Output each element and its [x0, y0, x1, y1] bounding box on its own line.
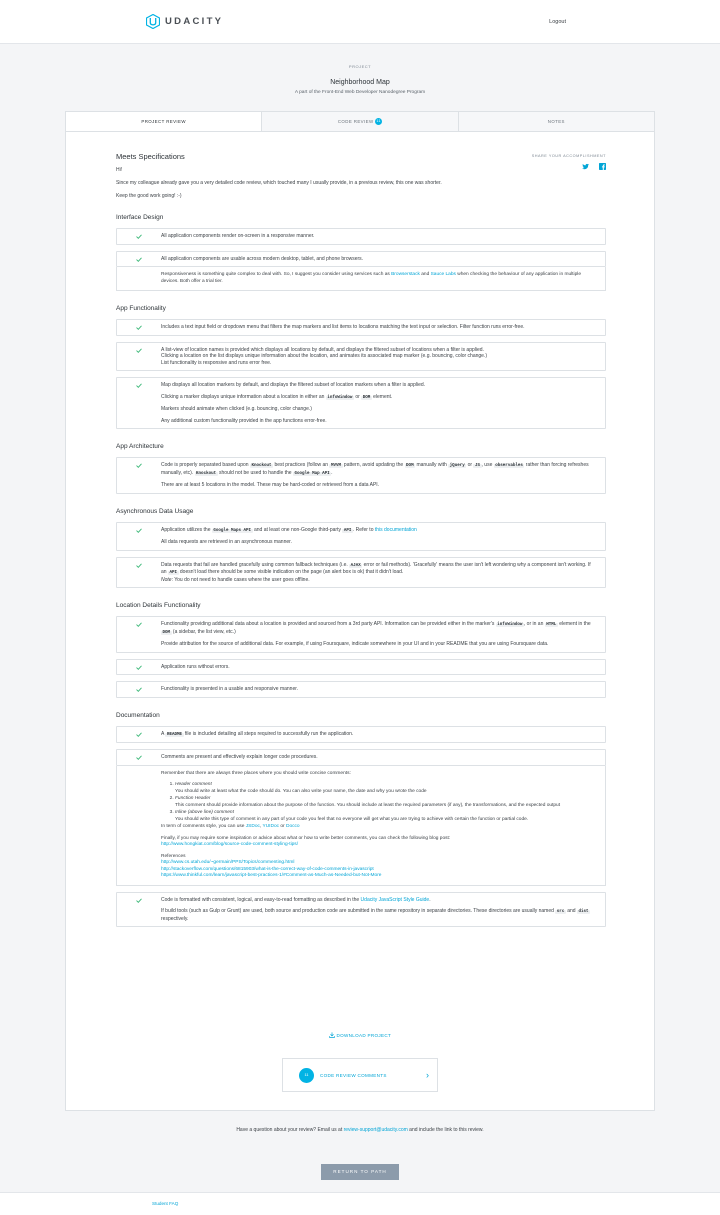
- code-snippet: Google Map API: [294, 471, 330, 476]
- rubric-item: [116, 659, 606, 676]
- udacity-logo[interactable]: [146, 14, 223, 29]
- rubric-text: All data requests are retrieved in an asynchronous manner.: [161, 539, 292, 545]
- list-item-title: Function Header: [175, 796, 211, 801]
- tab-label: NOTES: [547, 119, 565, 124]
- rubric-text: Data requests that fail are handled gracefully using common fallback techniques (i.e.: [161, 561, 350, 568]
- code-snippet: src: [556, 910, 565, 914]
- logout-link[interactable]: Logout: [549, 19, 566, 25]
- project-hero: [0, 64, 720, 95]
- section-location-details: [116, 602, 606, 698]
- list-item: [175, 810, 597, 823]
- code-snippet: jQuery: [449, 464, 465, 468]
- rubric-text: All application components are usable across modern desktop, tablet, and phone browsers.: [161, 255, 364, 262]
- download-icon: [329, 1032, 335, 1038]
- intro-body: Since my colleague already gave you a very detailed code review, which touched many I usually provide, in a previous review, this one was shorter.: [116, 180, 442, 186]
- note-text: ,: [259, 824, 263, 829]
- udacity-logo-icon: [146, 14, 160, 29]
- sauce-labs-link[interactable]: Sauce Labs: [430, 272, 456, 277]
- rubric-text: Functionality providing additional data about a location is provided and sourced from a 3rd party API. Information can be provided either in the marker's: [161, 621, 496, 627]
- check-icon: [136, 383, 142, 388]
- footer: [0, 1192, 720, 1215]
- rubric-text: Provide attribution for the source of additional data. For example, if using Foursquare, indicate somewhere in your UI and in your README that you are using Foursquare data.: [161, 641, 549, 647]
- intro-closing: Keep the good work going! :-): [116, 193, 182, 199]
- share-block: [532, 154, 606, 170]
- code-snippet: API: [169, 571, 177, 575]
- section-title: Documentation: [116, 711, 160, 719]
- code-snippet: README: [166, 732, 183, 737]
- rubric-text: Includes a text input field or dropdown menu that filters the map markers and list items to locations matching the text input or selection. Filter function runs error-free.: [161, 324, 525, 330]
- code-snippet: infoWindow: [327, 395, 353, 400]
- yuidoc-link[interactable]: YUIDoc: [262, 824, 280, 829]
- rubric-text: Application utilizes the: [161, 526, 212, 533]
- support-email-link[interactable]: review-support@udacity.com: [343, 1127, 408, 1133]
- section-title: App Architecture: [116, 443, 164, 450]
- rubric-text: element.: [371, 393, 393, 400]
- rubric-text: doesn't load there should be some visible indication on the page (an alert box is ok) that it didn't load.: [178, 569, 404, 575]
- docco-link[interactable]: Docco: [285, 824, 300, 829]
- student-faq-link[interactable]: Student FAQ: [152, 1201, 179, 1206]
- code-snippet: MVVM: [330, 464, 342, 468]
- blog-post-link[interactable]: http://www.hongkiat.com/blog/source-code-comment-styling-tips/: [161, 842, 299, 847]
- review-status: Meets Specifications: [116, 152, 185, 161]
- check-icon: [136, 234, 142, 239]
- check-icon: [136, 463, 142, 468]
- note-text: or: [279, 824, 286, 829]
- rubric-text: or: [466, 462, 474, 468]
- rubric-item: [116, 457, 606, 494]
- review-content: [116, 152, 606, 933]
- tab-project-review[interactable]: [66, 112, 261, 131]
- rubric-text: List functionality is responsive and runs error free.: [161, 359, 272, 366]
- section-title: Asynchronous Data Usage: [116, 507, 194, 515]
- rubric-text: Code is properly separated based upon: [161, 462, 250, 468]
- section-title: Location Details Functionality: [116, 602, 201, 609]
- references-heading: References: [161, 853, 186, 859]
- rubric-text: , use: [481, 462, 494, 468]
- rubric-text: and at least one non-Google third-party: [252, 526, 343, 533]
- rubric-item: [116, 251, 606, 268]
- section-title: App Functionality: [116, 305, 166, 312]
- style-guide-link[interactable]: Udacity JavaScript Style Guide: [360, 896, 430, 903]
- chevron-right-icon: ›: [426, 1070, 429, 1080]
- code-snippet: DOM: [362, 395, 371, 400]
- comment-places-list: [175, 782, 597, 823]
- logo-text: UDACITY: [165, 16, 224, 27]
- share-label: SHARE YOUR ACCOMPLISHMENT: [531, 154, 606, 158]
- note-text: and: [419, 272, 431, 277]
- reference-link[interactable]: https://www.thinkful.com/learn/javascript-best-practices-1/#Comment-as-Much-as-Needed-but-Not-More: [161, 873, 382, 878]
- jsdoc-link[interactable]: JSDoc: [245, 824, 260, 829]
- reviewer-note: [116, 267, 606, 291]
- support-question: [0, 1127, 720, 1133]
- note-text: when checking the behaviour of any application in multiple devices. Both offer a trial tier.: [161, 272, 581, 284]
- rubric-text: All application components render on-screen in a responsive manner.: [161, 233, 315, 239]
- review-intro: [116, 167, 606, 200]
- code-review-comments-button[interactable]: [282, 1058, 438, 1092]
- check-icon: [136, 665, 142, 670]
- tab-code-review[interactable]: [261, 112, 457, 131]
- review-card: [65, 111, 655, 1111]
- rubric-text: Clicking a marker displays unique information about a location in either an: [161, 393, 326, 400]
- code-snippet: JS: [474, 464, 481, 468]
- intro-greeting: Hi!: [116, 167, 123, 173]
- note-text: In term of comments style, you can use: [161, 824, 246, 829]
- rubric-text: .: [331, 469, 333, 476]
- rubric-text: .: [429, 896, 431, 903]
- rubric-text: If build tools (such as Gulp or Grunt) are used, both source and production code are submitted in the same repository in separate directories. These directories are usually named: [161, 908, 556, 914]
- rubric-text: and: [565, 908, 577, 914]
- code-snippet: HTML: [546, 623, 557, 627]
- reviewer-note: [116, 766, 606, 886]
- code-snippet: API: [343, 528, 352, 533]
- list-item-desc: You should write at least what the code should do. You can also write your name, the date and why you wrote the code: [175, 788, 427, 794]
- rubric-text: rather than forcing refreshes manually, etc).: [161, 462, 589, 476]
- question-text: Have a question about your review? Email us at: [236, 1127, 344, 1133]
- rubric-item: [116, 342, 606, 372]
- rubric-text: Map displays all location markers by default, and displays the filtered subset of location markers when a filter is applied.: [161, 382, 426, 388]
- return-to-path-button[interactable]: RETURN TO PATH: [321, 1164, 399, 1180]
- code-snippet: observables: [495, 464, 523, 468]
- rubric-text: A: [161, 730, 166, 737]
- section-interface-design: [116, 214, 606, 291]
- rubric-text: Application runs without errors.: [161, 663, 230, 670]
- code-snippet: Google Maps API: [213, 528, 252, 533]
- rubric-item: [116, 616, 606, 653]
- facebook-icon[interactable]: [599, 163, 606, 170]
- twitter-icon[interactable]: [582, 163, 589, 170]
- rubric-text: , or in an: [523, 621, 545, 627]
- code-review-comments-label: CODE REVIEW COMMENTS: [320, 1072, 387, 1078]
- list-item-desc: This comment should provide information about the purpose of the function. You should include at least the required parameters (if any), the transformations, and the expected output: [175, 802, 561, 808]
- code-snippet: DOM: [406, 464, 414, 468]
- check-icon: [136, 687, 142, 692]
- check-icon: [136, 755, 142, 760]
- code-snippet: DOM: [162, 630, 171, 635]
- list-item-title: Inline (above line) comment: [175, 810, 234, 815]
- top-bar: [0, 0, 720, 44]
- rubric-item: [116, 749, 606, 766]
- rubric-text: element in the: [557, 621, 591, 627]
- list-item: [175, 796, 597, 809]
- rubric-item: [116, 726, 606, 744]
- check-icon: [136, 563, 142, 568]
- note-text: Remember that there are always three places where you should write concise comments:: [161, 770, 351, 776]
- section-documentation: [116, 712, 606, 928]
- list-item: [175, 782, 597, 795]
- rubric-text: error or fail methods). 'Gracefully' means the user isn't left wondering why a component isn't working. If an: [161, 561, 591, 575]
- rubric-text: manually with: [415, 462, 449, 468]
- rubric-item: [116, 377, 606, 429]
- rubric-text: A list-view of location names is provided which displays all locations by default, and displays the filtered subset of locations when a filter is applied.: [161, 346, 484, 353]
- project-eyebrow: PROJECT: [348, 64, 372, 69]
- code-snippet: Knockout: [196, 471, 217, 476]
- note-text: Responsiveness is something quite complex to deal with. So, I suggest you consider using services such as: [161, 272, 392, 277]
- project-title: Neighborhood Map: [330, 79, 390, 86]
- rubric-text: Any additional custom functionality provided in the app functions error-free.: [161, 417, 327, 424]
- note-label: Note: [161, 576, 172, 583]
- question-text: and include the link to this review.: [407, 1127, 484, 1133]
- rubric-text: pattern, avoid updating the: [342, 462, 405, 468]
- section-title: Interface Design: [116, 214, 164, 221]
- check-icon: [136, 732, 142, 737]
- rubric-text: There are at least 5 locations in the model. These may be hard-coded or retrieved from a data API.: [161, 482, 380, 488]
- rubric-text: Clicking a location on the list displays unique information about the location, and animates its associated map marker (e.g. bouncing, color change.): [161, 353, 488, 359]
- code-review-count-badge: 11: [376, 119, 381, 124]
- tab-label: CODE REVIEW: [337, 119, 374, 124]
- code-snippet: dist: [578, 910, 589, 914]
- rubric-text: should not be used to handle the: [217, 469, 293, 476]
- documentation-link[interactable]: this documentation: [374, 526, 417, 533]
- check-icon: [136, 898, 142, 903]
- code-snippet: AJAX: [350, 563, 361, 568]
- rubric-item: [116, 228, 606, 245]
- section-app-architecture: [116, 443, 606, 494]
- reference-link[interactable]: http://stackoverflow.com/questions/6815903/what-is-the-correct-way-of-code-comments-in-javascript: [161, 866, 374, 872]
- browserstack-link[interactable]: Browserstack: [391, 272, 420, 277]
- reference-link[interactable]: http://www.cs.utah.edu/~germain/PPS/Topics/commenting.html: [161, 860, 295, 865]
- rubric-text: Code is formatted with consistent, logical, and easy-to-read formatting as described in the: [161, 896, 361, 903]
- code-snippet: Knockout: [251, 464, 272, 468]
- check-icon: [136, 348, 142, 353]
- section-app-functionality: [116, 305, 606, 429]
- rubric-item: [116, 892, 606, 928]
- rubric-item: [116, 522, 606, 551]
- download-project-button[interactable]: [66, 1032, 654, 1038]
- rubric-text: or: [353, 393, 362, 400]
- rubric-text: respectively.: [161, 915, 189, 922]
- code-snippet: infoWindow: [497, 623, 523, 627]
- list-item-desc: You should write this type of comment in any part of your code you feel that no everyone will get what you are trying to achieve with certain the function or partial code.: [175, 816, 529, 822]
- check-icon: [136, 325, 142, 330]
- check-icon: [136, 622, 142, 627]
- list-item-title: Header comment: [175, 782, 212, 787]
- tab-notes[interactable]: [458, 112, 654, 131]
- rubric-text: : You do not need to handle cases where the user goes offline.: [171, 576, 310, 583]
- rubric-item: [116, 681, 606, 698]
- rubric-item: [116, 319, 606, 336]
- check-icon: [136, 528, 142, 533]
- rubric-text: Functionality is presented in a usable and responsive manner.: [161, 686, 299, 692]
- rubric-text: . Refer to: [352, 526, 375, 533]
- rubric-text: Markers should animate when clicked (e.g. bouncing, color change.): [161, 406, 312, 412]
- project-subtitle: A part of the Front-End Web Developer Nanodegree Program: [294, 90, 426, 95]
- rubric-text: best practices (follow an: [273, 462, 330, 468]
- section-async-data: [116, 508, 606, 589]
- rubric-text: Comments are present and effectively explain longer code procedures.: [161, 754, 318, 760]
- review-tabs: [66, 112, 654, 132]
- rubric-item: [116, 557, 606, 589]
- download-label: DOWNLOAD PROJECT: [336, 1033, 392, 1038]
- check-icon: [136, 257, 142, 262]
- rubric-text: (a sidebar, the list view, etc.): [171, 628, 236, 635]
- note-text: Finally, if you may require some inspiration or advice about what or how to write better comments, you can check the following blog post:: [161, 835, 451, 841]
- tab-label: PROJECT REVIEW: [141, 119, 186, 124]
- comment-count-badge: 11: [299, 1068, 314, 1083]
- rubric-text: file is included detailing all steps required to successfully run the application.: [183, 730, 354, 737]
